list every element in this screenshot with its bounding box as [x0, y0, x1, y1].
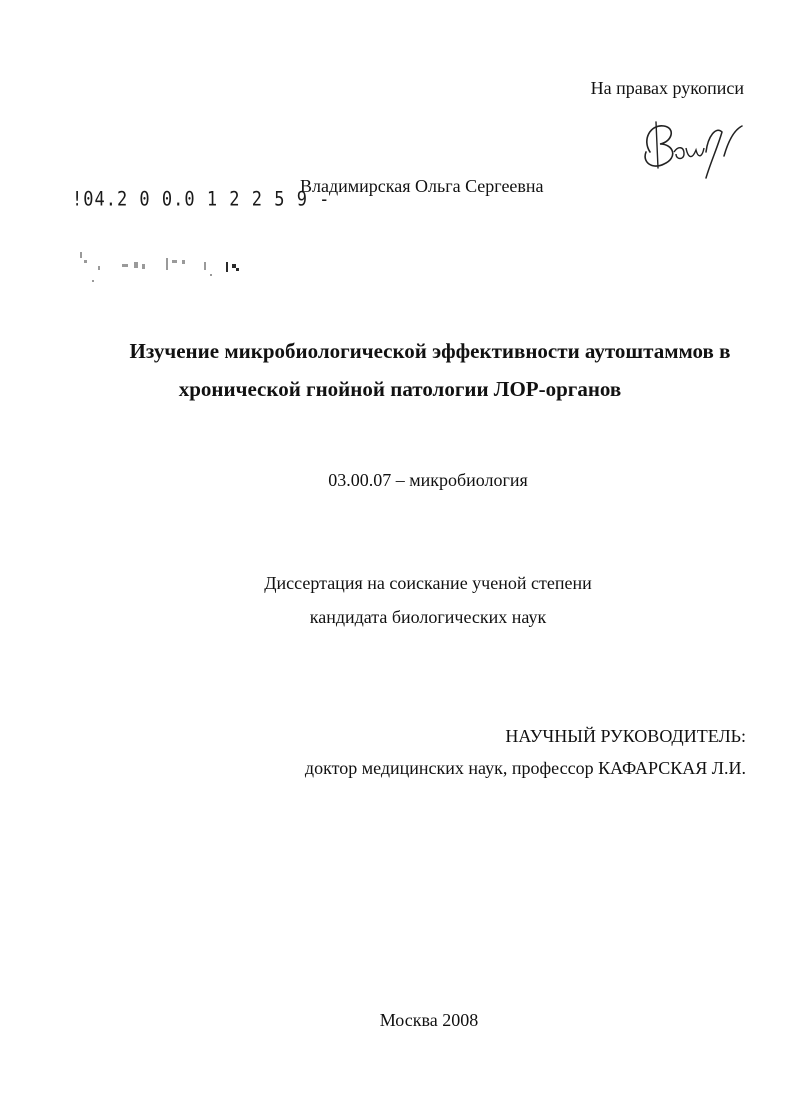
- faint-stamp-marks: [70, 248, 250, 288]
- archive-stamp-number: !04.2 0 0.0 1 2 2 5 9 -: [72, 188, 331, 211]
- dissertation-title: [0, 332, 798, 408]
- degree-line-2: кандидата биологических наук: [309, 607, 547, 627]
- title-line-2: хронической гнойной патологии ЛОР-органов: [178, 377, 622, 401]
- rights-note: На правах рукописи: [590, 78, 744, 98]
- specialty-code: 03.00.07 – микробиология: [328, 470, 528, 490]
- degree-line-1: Диссертация на соискание ученой степени: [264, 573, 592, 593]
- title-line-1: Изучение микробиологической эффективности аутоштаммов в: [129, 339, 731, 363]
- degree-statement: [0, 566, 798, 634]
- city-year: Москва 2008: [379, 1010, 479, 1030]
- handwritten-signature: [636, 112, 748, 180]
- supervisor-label: НАУЧНЫЙ РУКОВОДИТЕЛЬ:: [505, 726, 746, 746]
- author-name: Владимирская Ольга Сергеевна: [300, 176, 544, 196]
- supervisor-name: доктор медицинских наук, профессор КАФАРСКАЯ Л.И.: [304, 758, 746, 778]
